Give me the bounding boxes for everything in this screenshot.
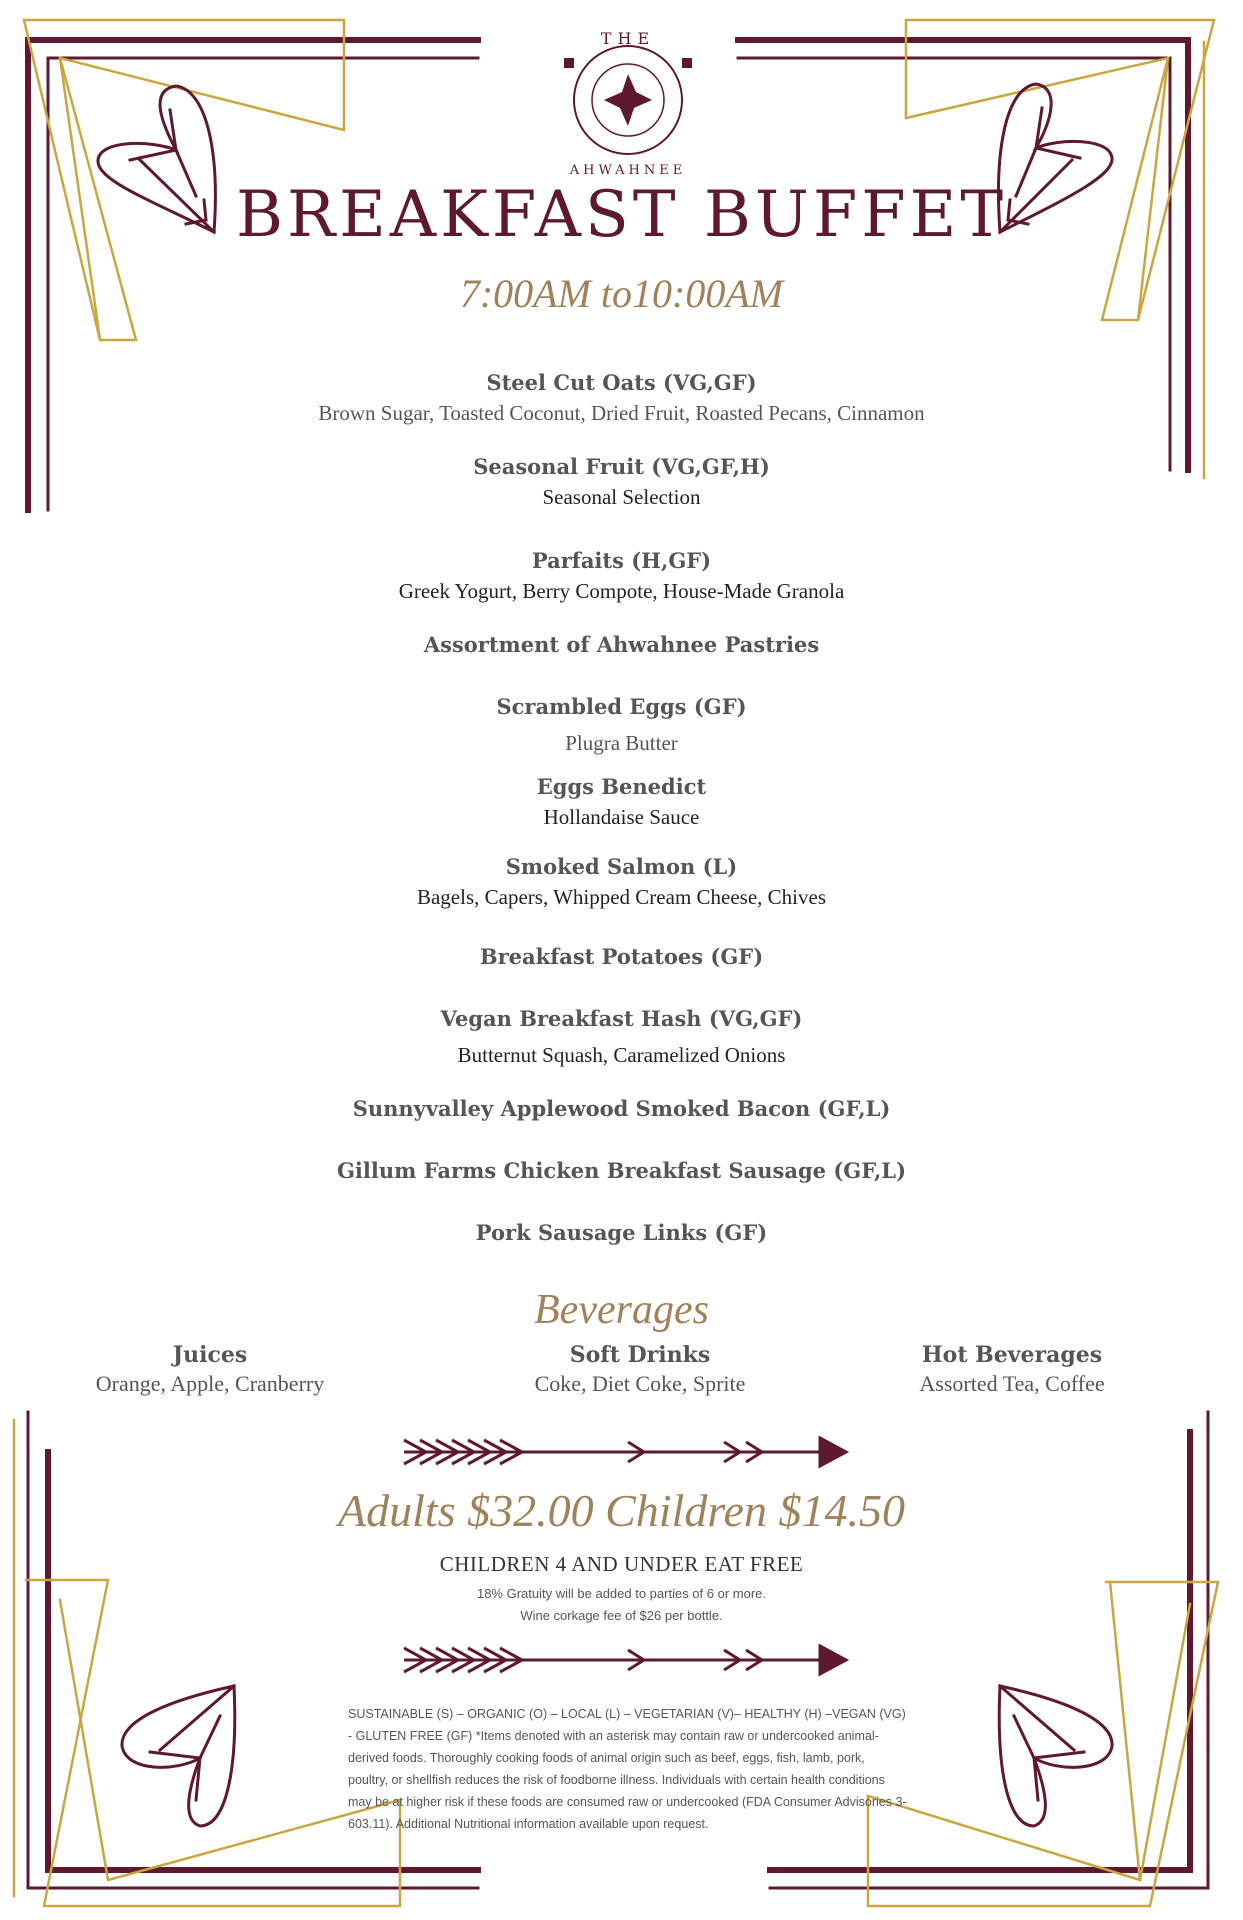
beverage-column xyxy=(852,1340,1172,1398)
beverage-desc: Coke, Diet Coke, Sprite xyxy=(534,1371,746,1396)
frame-corner-top-left xyxy=(24,20,478,510)
menu-item-desc: Hollandaise Sauce xyxy=(543,805,700,829)
arrow-divider-icon-top xyxy=(404,1438,846,1466)
beverage-name: Hot Beverages xyxy=(921,1342,1103,1368)
menu-item-name: Eggs Benedict xyxy=(536,774,707,799)
beverage-name: Soft Drinks xyxy=(569,1342,711,1368)
menu-item xyxy=(0,546,1243,606)
ahwahnee-seal-logo xyxy=(548,20,708,180)
menu-item-desc: Brown Sugar, Toasted Coconut, Dried Fruit, Roasted Pecans, Cinnamon xyxy=(318,401,925,425)
menu-item xyxy=(0,368,1243,428)
beverage-desc: Orange, Apple, Cranberry xyxy=(95,1371,325,1396)
menu-item-name: Breakfast Potatoes (GF) xyxy=(479,944,764,969)
menu-item-desc: Plugra Butter xyxy=(565,731,678,755)
menu-item-desc: Bagels, Capers, Whipped Cream Cheese, Chives xyxy=(416,885,827,909)
menu-item-name: Smoked Salmon (L) xyxy=(505,854,738,879)
menu-item xyxy=(0,1218,1243,1248)
menu-item xyxy=(0,772,1243,832)
logo-text-bottom: AHWAHNEE xyxy=(569,163,687,178)
menu-item-name: Parfaits (H,GF) xyxy=(531,548,712,573)
menu-item-desc: Greek Yogurt, Berry Compote, House-Made Granola xyxy=(398,579,845,603)
beverage-desc: Assorted Tea, Coffee xyxy=(919,1371,1105,1396)
gratuity-note: 18% Gratuity will be added to parties of 6 or more. xyxy=(476,1586,767,1601)
menu-item-desc: Seasonal Selection xyxy=(542,485,701,509)
menu-item-name: Assortment of Ahwahnee Pastries xyxy=(423,632,820,657)
leaf-icon-bottom-left xyxy=(122,1686,235,1826)
dietary-disclaimer: SUSTAINABLE (S) – ORGANIC (O) – LOCAL (L) – VEGETARIAN (V)– HEALTHY (H) –VEGAN (VG) - GLUTEN FREE (GF) *Items denoted with an asterisk may contain raw or undercooked animal-derived foods. Thoroughly cooking foods of animal origin such as beef, eggs, fish, lamb, pork, poultry, or shellfish reduces the risk of foodborne illness. Individuals with certain health conditions may be at higher risk if these foods are consumed raw or undercooked (FDA Consumer Advisories 3-603.11). Additional Nutritional information available upon request. xyxy=(348,1707,907,1831)
corkage-note: Wine corkage fee of $26 per bottle. xyxy=(520,1608,723,1623)
logo-text-top: THE xyxy=(600,29,656,48)
beverage-column xyxy=(50,1340,370,1398)
page-title: BREAKFAST BUFFET xyxy=(235,178,1008,252)
beverage-name: Juices xyxy=(172,1342,248,1368)
menu-item xyxy=(0,452,1243,512)
price-line: Adults $32.00 Children $14.50 xyxy=(338,1485,905,1536)
menu-item xyxy=(0,1094,1243,1124)
menu-item xyxy=(0,630,1243,660)
beverage-column xyxy=(480,1340,800,1398)
menu-item xyxy=(0,852,1243,912)
menu-item-name: Sunnyvalley Applewood Smoked Bacon (GF,L) xyxy=(352,1096,891,1121)
menu-item-name: Vegan Breakfast Hash (VG,GF) xyxy=(440,1006,803,1031)
menu-item xyxy=(0,942,1243,972)
menu-item-name: Pork Sausage Links (GF) xyxy=(475,1220,768,1245)
menu-item-name: Seasonal Fruit (VG,GF,H) xyxy=(473,454,770,479)
menu-item xyxy=(0,692,1243,758)
beverages-heading: Beverages xyxy=(534,1287,709,1333)
menu-item xyxy=(0,1004,1243,1070)
menu-item-desc: Butternut Squash, Caramelized Onions xyxy=(457,1043,786,1067)
menu-item-name: Gillum Farms Chicken Breakfast Sausage (GF,L) xyxy=(337,1158,906,1183)
menu-item xyxy=(0,1156,1243,1186)
menu-item-name: Steel Cut Oats (VG,GF) xyxy=(486,370,757,395)
arrow-divider-icon-bottom xyxy=(404,1646,846,1674)
menu-item-name: Scrambled Eggs (GF) xyxy=(496,694,747,719)
kids-eat-free-note: CHILDREN 4 AND UNDER EAT FREE xyxy=(439,1552,804,1576)
service-hours: 7:00AM to10:00AM xyxy=(459,271,784,316)
leaf-icon-bottom-right xyxy=(999,1686,1112,1826)
